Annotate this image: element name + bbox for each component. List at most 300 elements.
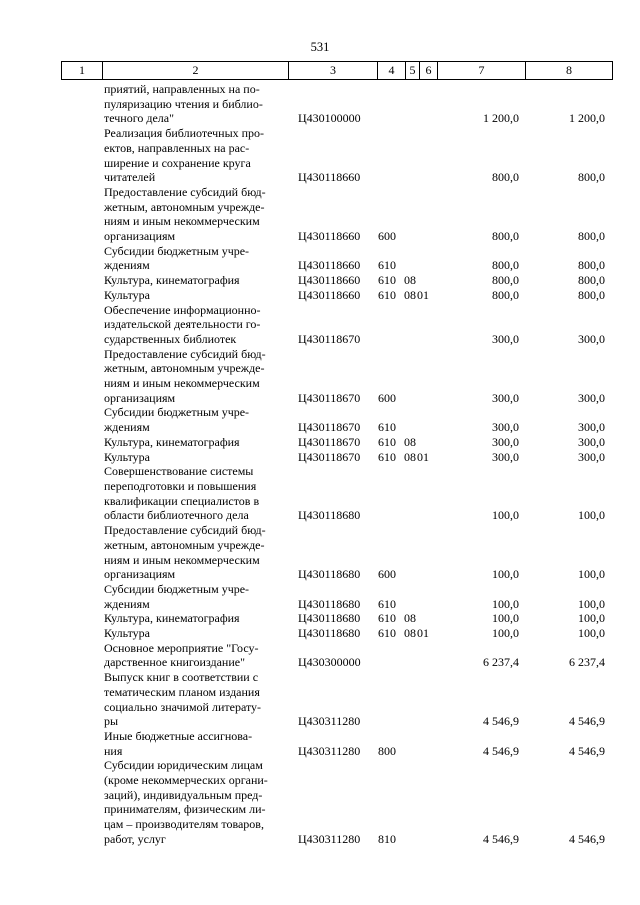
row-expense-type: 610 (378, 626, 396, 641)
row-name-line: социально значимой литерату- (104, 699, 262, 714)
row-value-col8-cell (519, 464, 605, 523)
row-target-code-cell (287, 729, 376, 758)
header-col-2: 2 (103, 62, 289, 80)
row-value-col7-cell (437, 729, 519, 758)
row-value-col8-cell (519, 244, 605, 273)
row-target-code: Ц430311280 (298, 714, 361, 729)
row-section-cell (404, 670, 417, 729)
row-section-cell (404, 347, 417, 406)
row-value-col7: 300,0 (492, 390, 519, 405)
row-subsection-cell (417, 670, 437, 729)
row-value-col7-cell (437, 582, 519, 611)
row-value-col8: 300,0 (578, 390, 605, 405)
row-name-line: работ, услуг (104, 831, 166, 846)
row-name-line: Иные бюджетные ассигнова- (104, 728, 253, 743)
row-section-cell (404, 758, 417, 846)
row-value-col7-cell (437, 185, 519, 244)
row-section-cell (404, 82, 417, 126)
row-name-line: цам – производителям товаров, (104, 817, 264, 832)
row-target-code: Ц430118680 (298, 596, 361, 611)
row-value-col7-cell (437, 523, 519, 582)
row-value-col8: 800,0 (578, 287, 605, 302)
row-section-cell (404, 435, 417, 450)
row-value-col8: 100,0 (578, 611, 605, 626)
row-value-col8-cell (519, 126, 605, 185)
table-row (61, 729, 605, 758)
row-value-col8-cell (519, 288, 605, 303)
row-name (61, 303, 287, 347)
row-name-line: Реализация библиотечных про- (104, 126, 265, 141)
row-subsection-cell (417, 185, 437, 244)
row-section-cell (404, 288, 417, 303)
table-row (61, 405, 605, 434)
row-name-line: Субсидии бюджетным учре- (104, 243, 250, 258)
table-row (61, 641, 605, 670)
row-name-line: ниям и иным некоммерческим (104, 376, 260, 391)
row-section-cell (404, 729, 417, 758)
header-col-3: 3 (289, 62, 378, 80)
row-section-cell (404, 626, 417, 641)
row-value-col8: 100,0 (578, 567, 605, 582)
row-target-code-cell (287, 450, 376, 465)
row-value-col8-cell (519, 303, 605, 347)
row-target-code: Ц430311280 (298, 831, 361, 846)
row-expense-type: 610 (378, 449, 396, 464)
row-value-col8: 300,0 (578, 420, 605, 435)
row-value-col7-cell (437, 464, 519, 523)
row-target-code-cell (287, 288, 376, 303)
row-target-code: Ц430118670 (298, 449, 361, 464)
table-row (61, 670, 605, 729)
row-value-col7: 800,0 (492, 287, 519, 302)
row-value-col7: 100,0 (492, 508, 519, 523)
row-target-code: Ц430118680 (298, 567, 361, 582)
row-value-col8: 4 546,9 (569, 831, 605, 846)
table-row (61, 244, 605, 273)
row-value-col7-cell (437, 450, 519, 465)
row-value-col7-cell (437, 611, 519, 626)
row-name-line: Предоставление субсидий бюд- (104, 184, 266, 199)
row-name-line: жетным, автономным учрежде- (104, 361, 265, 376)
row-section-cell (404, 450, 417, 465)
row-target-code-cell (287, 273, 376, 288)
row-subsection-cell (417, 611, 437, 626)
row-name (61, 582, 287, 611)
row-value-col7: 800,0 (492, 258, 519, 273)
row-name-line: ждениям (104, 258, 150, 273)
row-target-code: Ц430118670 (298, 420, 361, 435)
row-target-code-cell (287, 523, 376, 582)
row-target-code: Ц430118660 (298, 229, 361, 244)
row-name-line: Субсидии юридическим лицам (104, 758, 263, 773)
row-section-cell (404, 405, 417, 434)
row-value-col8: 300,0 (578, 331, 605, 346)
table-row (61, 464, 605, 523)
row-section-cell (404, 464, 417, 523)
header-col-5: 5 (406, 62, 420, 80)
row-name-line: Обеспечение информационно- (104, 302, 261, 317)
table-header (61, 61, 613, 80)
table-body (61, 82, 605, 847)
row-value-col7-cell (437, 126, 519, 185)
row-expense-type-cell (376, 450, 404, 465)
row-target-code-cell (287, 405, 376, 434)
row-value-col7-cell (437, 405, 519, 434)
row-value-col7: 800,0 (492, 170, 519, 185)
row-subsection-cell (417, 450, 437, 465)
row-name-line: Культура, кинематография (104, 611, 240, 626)
row-expense-type-cell (376, 244, 404, 273)
row-value-col8: 100,0 (578, 626, 605, 641)
row-target-code: Ц430118660 (298, 287, 361, 302)
row-name-line: Культура (104, 449, 150, 464)
row-name-line: области библиотечного дела (104, 508, 249, 523)
row-name-line: Культура, кинематография (104, 434, 240, 449)
row-value-col8-cell (519, 611, 605, 626)
row-name (61, 641, 287, 670)
row-target-code: Ц430100000 (298, 111, 361, 126)
row-name (61, 523, 287, 582)
row-expense-type: 610 (378, 434, 396, 449)
row-target-code-cell (287, 126, 376, 185)
row-name-line: Субсидии бюджетным учре- (104, 405, 250, 420)
row-name-line: Субсидии бюджетным учре- (104, 581, 250, 596)
row-value-col7: 1 200,0 (483, 111, 519, 126)
row-name-line: Культура (104, 287, 150, 302)
row-value-col7: 300,0 (492, 434, 519, 449)
row-value-col8-cell (519, 405, 605, 434)
row-target-code-cell (287, 611, 376, 626)
table-row (61, 435, 605, 450)
row-name-line: течного дела" (104, 111, 174, 126)
row-section: 08 (404, 287, 416, 302)
row-expense-type: 610 (378, 596, 396, 611)
row-name-line: сударственных библиотек (104, 331, 237, 346)
row-expense-type: 800 (378, 743, 396, 758)
row-value-col8-cell (519, 450, 605, 465)
row-expense-type-cell (376, 464, 404, 523)
row-name-line: жетным, автономным учрежде- (104, 199, 265, 214)
row-name (61, 464, 287, 523)
row-target-code: Ц430118680 (298, 626, 361, 641)
row-expense-type: 810 (378, 831, 396, 846)
row-name (61, 435, 287, 450)
table-row (61, 611, 605, 626)
row-expense-type: 610 (378, 258, 396, 273)
row-expense-type-cell (376, 729, 404, 758)
row-value-col7: 100,0 (492, 567, 519, 582)
row-value-col7-cell (437, 273, 519, 288)
row-value-col8: 800,0 (578, 258, 605, 273)
row-target-code: Ц430118680 (298, 508, 361, 523)
row-value-col7: 4 546,9 (483, 831, 519, 846)
table-row (61, 126, 605, 185)
row-value-col7-cell (437, 641, 519, 670)
row-target-code: Ц430311280 (298, 743, 361, 758)
row-value-col7: 100,0 (492, 626, 519, 641)
row-target-code: Ц430118660 (298, 258, 361, 273)
row-name (61, 405, 287, 434)
row-expense-type-cell (376, 347, 404, 406)
row-name-line: Основное мероприятие "Госу- (104, 640, 259, 655)
row-value-col8-cell (519, 758, 605, 846)
row-value-col8: 800,0 (578, 170, 605, 185)
row-section-cell (404, 523, 417, 582)
row-value-col8: 6 237,4 (569, 655, 605, 670)
row-target-code-cell (287, 185, 376, 244)
header-col-7: 7 (438, 62, 526, 80)
row-value-col7: 4 546,9 (483, 714, 519, 729)
row-name (61, 611, 287, 626)
row-name-line: Культура (104, 626, 150, 641)
row-section: 08 (404, 626, 416, 641)
row-target-code: Ц430118680 (298, 611, 361, 626)
row-section-cell (404, 244, 417, 273)
row-expense-type-cell (376, 273, 404, 288)
row-value-col7: 100,0 (492, 611, 519, 626)
row-target-code-cell (287, 641, 376, 670)
table-row (61, 758, 605, 846)
row-target-code-cell (287, 244, 376, 273)
row-expense-type-cell (376, 670, 404, 729)
row-name-line: ния (104, 743, 123, 758)
row-name (61, 450, 287, 465)
row-subsection-cell (417, 626, 437, 641)
table-row (61, 626, 605, 641)
row-target-code-cell (287, 303, 376, 347)
row-target-code: Ц430118670 (298, 390, 361, 405)
row-name-line: ждениям (104, 596, 150, 611)
row-name (61, 82, 287, 126)
row-expense-type-cell (376, 185, 404, 244)
row-subsection-cell (417, 288, 437, 303)
row-section-cell (404, 303, 417, 347)
row-name-line: дарственное книгоиздание" (104, 655, 245, 670)
row-name-line: Предоставление субсидий бюд- (104, 346, 266, 361)
row-value-col7: 800,0 (492, 229, 519, 244)
row-value-col8: 800,0 (578, 229, 605, 244)
row-name (61, 185, 287, 244)
row-value-col8: 4 546,9 (569, 714, 605, 729)
row-name-line: организациям (104, 229, 176, 244)
row-name (61, 670, 287, 729)
table-row (61, 82, 605, 126)
row-expense-type: 600 (378, 567, 396, 582)
row-target-code: Ц430300000 (298, 655, 361, 670)
row-subsection-cell (417, 758, 437, 846)
row-subsection-cell (417, 126, 437, 185)
row-section-cell (404, 582, 417, 611)
row-name-line: (кроме некоммерческих органи- (104, 773, 268, 788)
table-row (61, 303, 605, 347)
row-value-col8: 300,0 (578, 434, 605, 449)
row-section: 08 (404, 611, 416, 626)
row-name-line: ниям и иным некоммерческим (104, 552, 260, 567)
row-name-line: Культура, кинематография (104, 273, 240, 288)
table-row (61, 273, 605, 288)
row-target-code: Ц430118670 (298, 331, 361, 346)
row-name-line: читателей (104, 170, 156, 185)
row-target-code-cell (287, 464, 376, 523)
row-value-col7: 800,0 (492, 273, 519, 288)
row-expense-type: 600 (378, 390, 396, 405)
row-subsection-cell (417, 641, 437, 670)
row-value-col7: 300,0 (492, 331, 519, 346)
row-expense-type-cell (376, 626, 404, 641)
row-value-col7-cell (437, 435, 519, 450)
row-value-col8-cell (519, 626, 605, 641)
row-target-code: Ц430118660 (298, 273, 361, 288)
row-target-code: Ц430118670 (298, 434, 361, 449)
row-name-line: Предоставление субсидий бюд- (104, 523, 266, 538)
row-value-col7-cell (437, 347, 519, 406)
row-section-cell (404, 611, 417, 626)
row-value-col8-cell (519, 347, 605, 406)
row-value-col7-cell (437, 758, 519, 846)
row-target-code-cell (287, 670, 376, 729)
row-section: 08 (404, 449, 416, 464)
row-section-cell (404, 185, 417, 244)
row-value-col7: 300,0 (492, 449, 519, 464)
row-subsection-cell (417, 82, 437, 126)
row-expense-type-cell (376, 523, 404, 582)
row-value-col7: 300,0 (492, 420, 519, 435)
row-section-cell (404, 641, 417, 670)
row-subsection-cell (417, 244, 437, 273)
row-section-cell (404, 273, 417, 288)
row-expense-type: 610 (378, 420, 396, 435)
row-subsection-cell (417, 729, 437, 758)
row-value-col8-cell (519, 82, 605, 126)
row-name-line: ектов, направленных на рас- (104, 140, 250, 155)
row-target-code: Ц430118660 (298, 170, 361, 185)
row-value-col7: 100,0 (492, 596, 519, 611)
table-row (61, 523, 605, 582)
row-subsection-cell (417, 347, 437, 406)
table-row (61, 582, 605, 611)
row-name (61, 758, 287, 846)
row-name-line: пуляризацию чтения и библио- (104, 96, 263, 111)
row-section: 08 (404, 434, 416, 449)
row-name-line: жетным, автономным учрежде- (104, 537, 265, 552)
row-value-col7-cell (437, 670, 519, 729)
row-value-col7-cell (437, 626, 519, 641)
row-expense-type-cell (376, 126, 404, 185)
row-name (61, 347, 287, 406)
row-name-line: организациям (104, 567, 176, 582)
row-section: 08 (404, 273, 416, 288)
row-target-code-cell (287, 582, 376, 611)
row-subsection-cell (417, 523, 437, 582)
row-name-line: ниям и иным некоммерческим (104, 214, 260, 229)
row-name-line: ширение и сохранение круга (104, 155, 251, 170)
row-expense-type: 610 (378, 287, 396, 302)
row-expense-type: 610 (378, 611, 396, 626)
row-value-col8-cell (519, 670, 605, 729)
row-value-col7-cell (437, 288, 519, 303)
row-subsection-cell (417, 303, 437, 347)
row-value-col7: 6 237,4 (483, 655, 519, 670)
row-expense-type-cell (376, 405, 404, 434)
row-expense-type-cell (376, 611, 404, 626)
row-subsection-cell (417, 464, 437, 523)
row-subsection: 01 (417, 287, 429, 302)
row-value-col8: 300,0 (578, 449, 605, 464)
table-row (61, 288, 605, 303)
row-expense-type-cell (376, 303, 404, 347)
row-name-line: принимателям, физическим ли- (104, 802, 266, 817)
table-row (61, 185, 605, 244)
row-value-col7-cell (437, 244, 519, 273)
row-expense-type-cell (376, 82, 404, 126)
row-value-col8-cell (519, 582, 605, 611)
row-subsection-cell (417, 273, 437, 288)
row-value-col7-cell (437, 303, 519, 347)
row-name-line: Совершенствование системы (104, 464, 254, 479)
row-expense-type-cell (376, 582, 404, 611)
row-expense-type-cell (376, 758, 404, 846)
row-expense-type-cell (376, 641, 404, 670)
row-name (61, 244, 287, 273)
row-target-code-cell (287, 82, 376, 126)
row-name (61, 273, 287, 288)
row-name-line: квалификации специалистов в (104, 493, 260, 508)
row-name (61, 729, 287, 758)
row-name-line: организациям (104, 390, 176, 405)
row-expense-type-cell (376, 288, 404, 303)
row-name (61, 626, 287, 641)
header-col-6: 6 (420, 62, 438, 80)
row-subsection: 01 (417, 449, 429, 464)
row-subsection-cell (417, 405, 437, 434)
page-number: 531 (310, 40, 330, 54)
row-value-col8-cell (519, 729, 605, 758)
row-name-line: ждениям (104, 420, 150, 435)
row-name-line: тематическим планом издания (104, 684, 260, 699)
row-value-col8: 4 546,9 (569, 743, 605, 758)
row-name-line: ры (104, 714, 119, 729)
header-col-4: 4 (378, 62, 406, 80)
row-value-col8-cell (519, 523, 605, 582)
table-row (61, 450, 605, 465)
table-row (61, 347, 605, 406)
row-value-col8-cell (519, 641, 605, 670)
row-name-line: приятий, направленных на по- (104, 82, 260, 96)
row-name-line: переподготовки и повышения (104, 478, 257, 493)
row-section-cell (404, 126, 417, 185)
row-target-code-cell (287, 435, 376, 450)
row-name (61, 288, 287, 303)
row-value-col8-cell (519, 273, 605, 288)
row-value-col8: 800,0 (578, 273, 605, 288)
row-name-line: издательской деятельности го- (104, 317, 261, 332)
row-target-code-cell (287, 758, 376, 846)
header-col-8: 8 (526, 62, 613, 80)
row-target-code-cell (287, 347, 376, 406)
row-value-col8: 1 200,0 (569, 111, 605, 126)
row-value-col8: 100,0 (578, 508, 605, 523)
row-expense-type: 600 (378, 229, 396, 244)
row-name-line: Выпуск книг в соответствии с (104, 670, 259, 685)
row-value-col8: 100,0 (578, 596, 605, 611)
header-col-1: 1 (62, 62, 103, 80)
row-subsection-cell (417, 435, 437, 450)
row-expense-type: 610 (378, 273, 396, 288)
row-value-col7-cell (437, 82, 519, 126)
row-name-line: заций), индивидуальным пред- (104, 787, 263, 802)
row-value-col8-cell (519, 435, 605, 450)
row-value-col7: 4 546,9 (483, 743, 519, 758)
